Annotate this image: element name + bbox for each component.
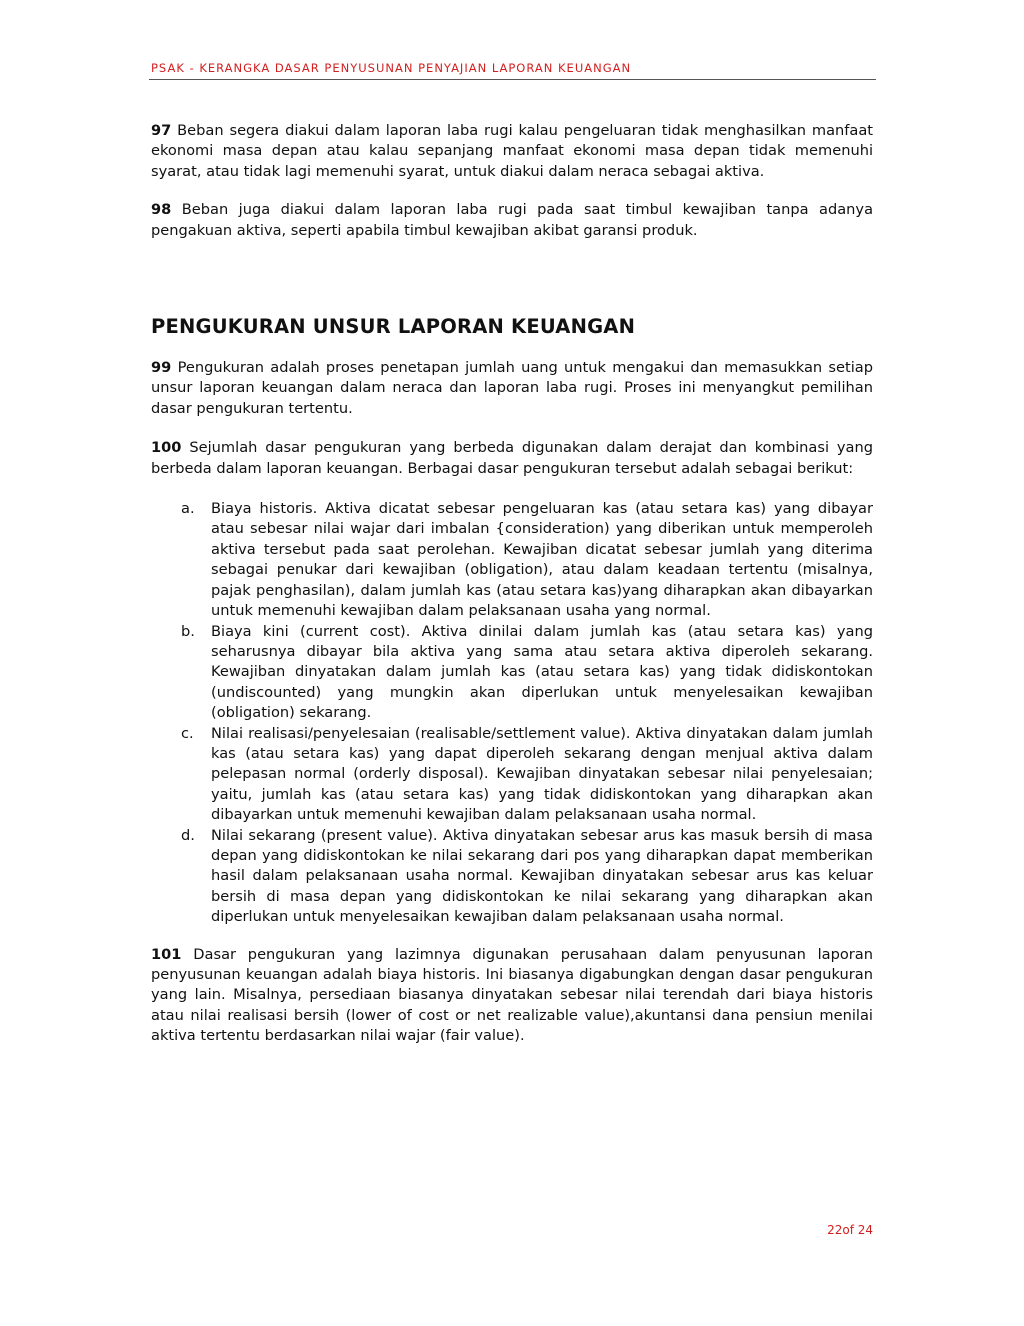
paragraph-text: Beban segera diakui dalam laporan laba rugi kalau pengeluaran tidak menghasilkan manfaat ekonomi masa depan atau kalau sepanjang manfaat ekonomi masa depan tidak memenuhi syarat, atau tidak lagi memenuhi syarat, untuk diakui dalam neraca sebagai aktiva. — [151, 122, 874, 180]
section-heading: PENGUKURAN UNSUR LAPORAN KEUANGAN — [151, 315, 636, 339]
paragraph-number: 100 — [151, 439, 182, 457]
paragraph-text: Beban juga diakui dalam laporan laba rugi pada saat timbul kewajiban tanpa adanya pengakuan aktiva, seperti apabila timbul kewajiban akibat garansi produk. — [151, 201, 874, 239]
list-item — [151, 724, 873, 826]
paragraph-text: Pengukuran adalah proses penetapan jumlah uang untuk mengakui dan memasukkan setiap unsur laporan keuangan dalam neraca dan laporan laba rugi. Proses ini menyangkut pemilihan dasar pengukuran tertentu. — [151, 359, 873, 417]
paragraph-100 — [151, 438, 873, 479]
paragraph-101 — [151, 945, 873, 1047]
paragraph-text: Dasar pengukuran yang lazimnya digunakan perusahaan dalam penyusunan laporan penyusunan keuangan adalah biaya historis. Ini biasanya digabungkan dengan dasar pengukuran yang lain. Misalnya, persediaan biasanya dinyatakan sebesar nilai terendah dari biaya historis atau nilai realisasi bersih (lower of cost or net realizable value),akuntansi dana pensiun menilai aktiva tertentu berdasarkan nilai wajar (fair value). — [151, 945, 874, 1045]
document-body — [151, 121, 873, 1047]
paragraph-97 — [151, 121, 873, 182]
list-marker: d. — [181, 826, 195, 844]
paragraph-number: 98 — [151, 201, 172, 219]
paragraph-text: Sejumlah dasar pengukuran yang berbeda digunakan dalam derajat dan kombinasi yang berbeda dalam laporan keuangan. Berbagai dasar pengukuran tersebut adalah sebagai berikut: — [151, 439, 874, 477]
list-item-text: Nilai realisasi/penyelesaian (realisable/settlement value). Aktiva dinyatakan dalam jumlah kas (atau setara kas) yang dapat diperoleh sekarang dengan menjual aktiva dalam pelepasan normal (orderly disposal). Kewajiban dinyatakan sebesar nilai penyelesaian; yaitu, jumlah kas (atau setara kas) yang tidak didiskontokan yang diharapkan akan dibayarkan untuk memenuhi kewajiban dalam pelaksanaan usaha normal. — [211, 724, 873, 824]
list-marker: a. — [181, 500, 195, 518]
paragraph-99 — [151, 358, 873, 419]
header-divider — [149, 79, 876, 80]
paragraph-number: 101 — [151, 945, 182, 963]
list-item — [151, 499, 873, 621]
list-item-text: Biaya historis. Aktiva dicatat sebesar pengeluaran kas (atau setara kas) yang dibayar atau sebesar nilai wajar dari imbalan {consideration) yang diberikan untuk memperoleh aktiva tersebut pada saat perolehan. Kewajiban dicatat sebesar jumlah yang diterima sebagai penukar dari kewajiban (obligation), atau dalam keadaan tertentu (misalnya, pajak penghasilan), dalam jumlah kas (atau setara kas)yang diharapkan akan dibayarkan untuk memenuhi kewajiban dalam pelaksanaan usaha yang normal. — [211, 500, 873, 620]
measurement-basis-list — [151, 499, 873, 928]
paragraph-number: 97 — [151, 122, 172, 139]
paragraph-number: 99 — [151, 359, 172, 377]
list-item-text: Biaya kini (current cost). Aktiva dinilai dalam jumlah kas (atau setara kas) yang seharusnya dibayar bila aktiva yang sama atau setara aktiva diperoleh sekarang. Kewajiban dinyatakan dalam jumlah kas (atau setara kas) yang tidak didiskontokan (undiscounted) yang mungkin akan diperlukan untuk menyelesaikan kewajiban (obligation) sekarang. — [211, 622, 873, 722]
page-number: 22of 24 — [827, 1223, 873, 1237]
list-item-text: Nilai sekarang (present value). Aktiva dinyatakan sebesar arus kas masuk bersih di masa depan yang didiskontokan ke nilai sekarang dari pos yang diharapkan dapat memberikan hasil dalam pelaksanaan usaha normal. Kewajiban dinyatakan sebesar arus kas keluar bersih di masa depan yang didiskontokan ke nilai sekarang yang diharapkan akan diperlukan untuk menyelesaikan kewajiban dalam pelaksanaan usaha normal. — [211, 826, 873, 926]
list-marker: b. — [181, 622, 195, 640]
running-header: PSAK - KERANGKA DASAR PENYUSUNAN PENYAJIAN LAPORAN KEUANGAN — [151, 61, 632, 75]
paragraph-98 — [151, 200, 873, 241]
list-item — [151, 622, 873, 724]
list-item — [151, 826, 873, 928]
list-marker: c. — [181, 724, 194, 742]
